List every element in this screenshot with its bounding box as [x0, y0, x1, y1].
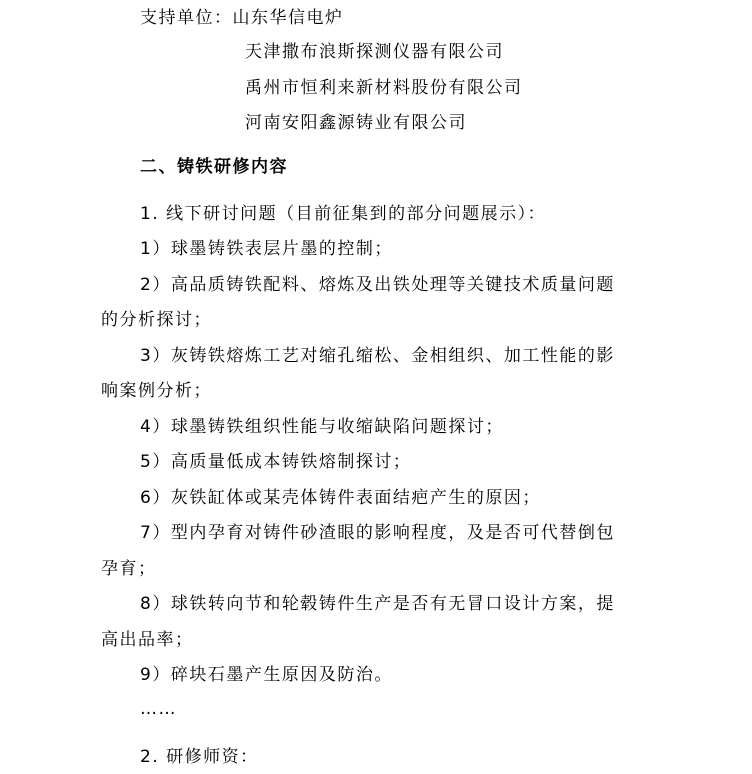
subsection-title-1: 1. 线下研讨问题（目前征集到的部分问题展示）： — [140, 204, 547, 224]
support-unit-1: 山东华信电炉 — [232, 8, 344, 28]
subsection-title-2: 2. 研修师资： — [140, 747, 259, 767]
list-item: 5）高质量低成本铸铁熔制探讨； — [140, 452, 412, 472]
support-units-row — [140, 6, 344, 30]
list-item-continuation: 的分析探讨； — [101, 310, 212, 330]
list-item: 3）灰铸铁熔炼工艺对缩孔缩松、金相组织、加工性能的影 — [140, 346, 615, 366]
list-item: 2）高品质铸铁配料、熔炼及出铁处理等关键技术质量问题 — [140, 275, 615, 295]
list-item: 7）型内孕育对铸件砂渣眼的影响程度，及是否可代替倒包 — [140, 523, 615, 543]
list-item-continuation: 响案例分析； — [101, 381, 212, 401]
list-item-continuation: 孕育； — [101, 559, 157, 579]
list-item: 9）碎块石墨产生原因及防治。 — [140, 665, 393, 685]
support-unit-2: 天津撒布浪斯探测仪器有限公司 — [245, 42, 504, 62]
support-unit-4: 河南安阳鑫源铸业有限公司 — [245, 113, 467, 133]
list-item: 8）球铁转向节和轮毂铸件生产是否有无冒口设计方案，提 — [140, 594, 615, 614]
support-unit-3: 禹州市恒利来新材料股份有限公司 — [245, 78, 523, 98]
list-ellipsis: …… — [140, 699, 177, 719]
section-heading: 二、铸铁研修内容 — [140, 157, 288, 177]
list-item: 6）灰铁缸体或某壳体铸件表面结疤产生的原因； — [140, 488, 541, 508]
list-item: 4）球墨铸铁组织性能与收缩缺陷问题探讨； — [140, 417, 504, 437]
support-units-label: 支持单位： — [140, 8, 233, 28]
list-item-continuation: 高出品率； — [101, 630, 194, 650]
list-item: 1）球墨铸铁表层片墨的控制； — [140, 239, 393, 259]
